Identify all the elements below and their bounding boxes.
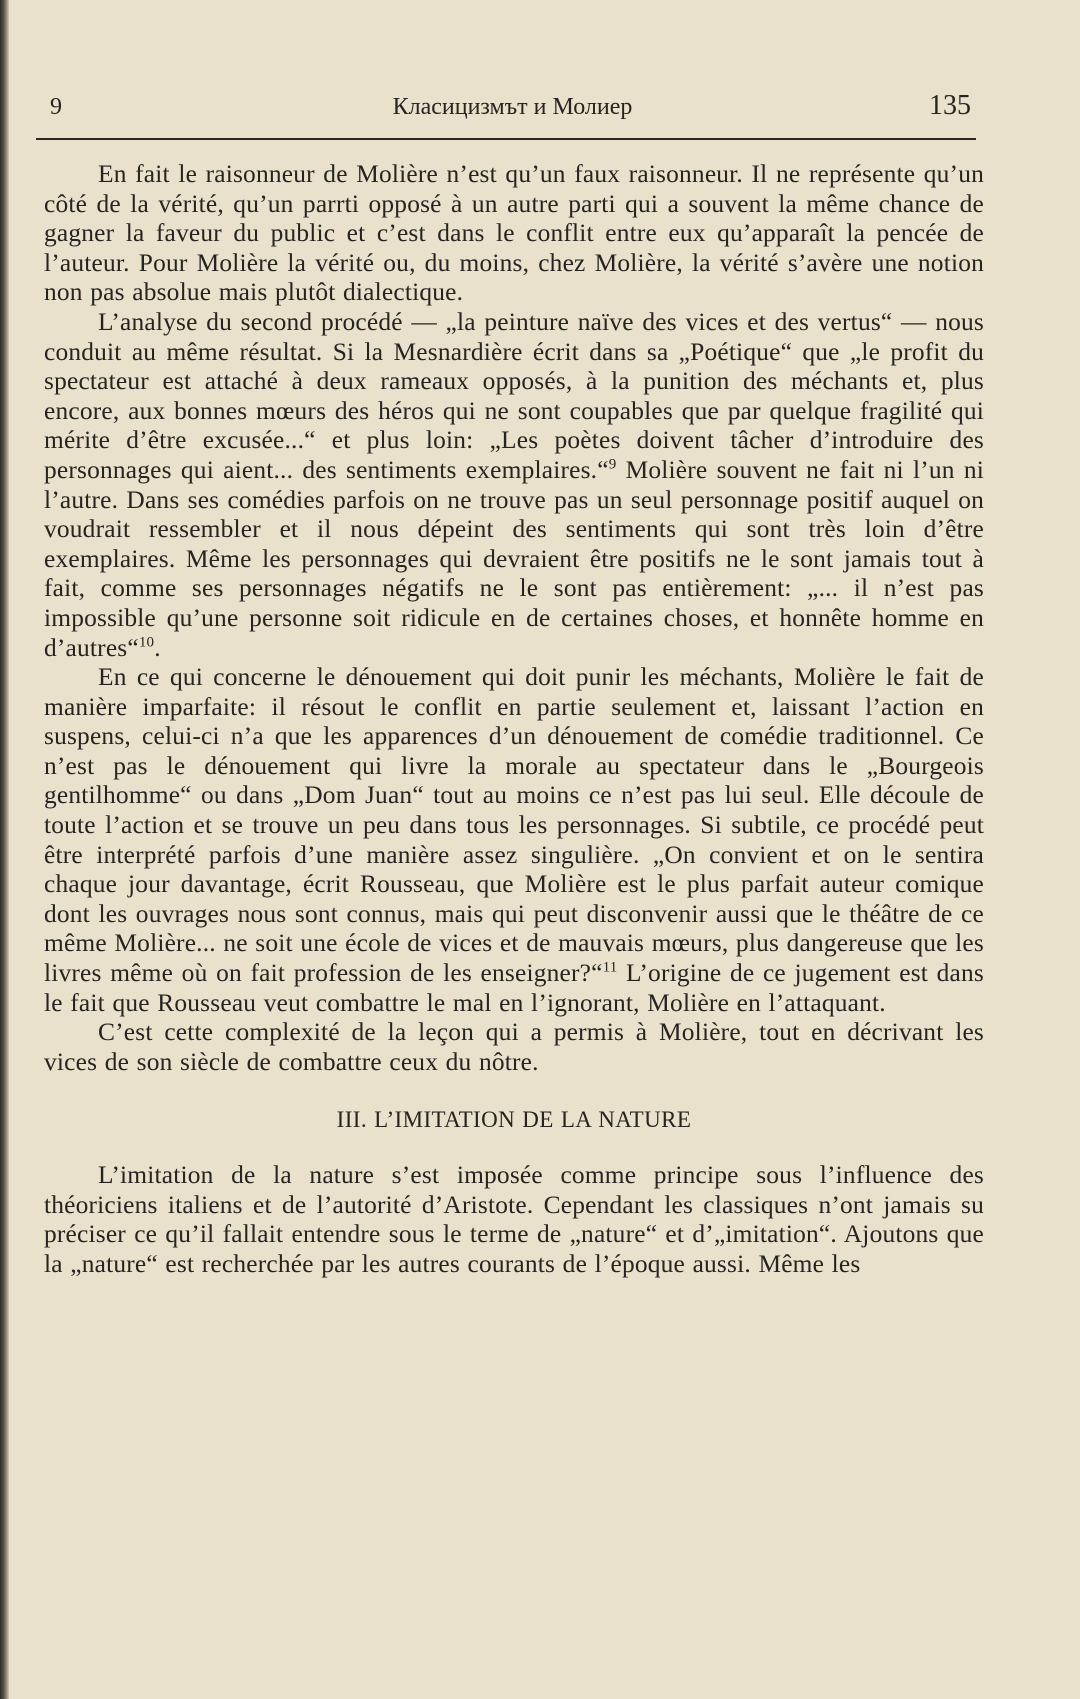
paragraph-text: .: [154, 633, 161, 662]
body-paragraph: [44, 663, 984, 1018]
paragraph-text: En fait le raisonneur de Molière n’est qu’un faux raisonneur. Il ne représente qu’un côté de la vérité, qu’un parrti opposé à un autre parti qui a souvent la même chance de gagner la faveur du public et c’est dans le conflit entre eux qu’apparaît la pencée de l’auteur. Pour Molière la vérité ou, du moins, chez Molière, la vérité s’avère une notion non pas absolue mais plutôt dialectique.: [44, 160, 984, 307]
section-heading: [44, 1105, 984, 1135]
header-rule: [36, 138, 976, 140]
paragraph-text: L’analyse du second procédé — „la peinture naïve des vices et des vertus“ — nous conduit au même résultat. Si la Mesnardière écrit dans sa „Poétique“ que „le profit du spectateur est attaché à deux rameaux opposés, à la punition des méchants et, plus encore, aux bonnes mœurs des héros qui ne sont coupables que par quelque fragilité qui mérite d’être excusée...“ et plus loin: „Les poètes doivent tâcher d’introduire des personnages qui aient... des sentiments exemplaires.“: [44, 307, 984, 484]
footnote-ref: 10: [138, 634, 155, 651]
paragraph-text: En ce qui concerne le dénouement qui doit punir les méchants, Molière le fait de manière imparfaite: il résout le conflit en partie seulement et, laissant l’action en suspens, celui-ci n’a que les apparences d’un dénouement de comédie traditionnel. Ce n’est pas le dénouement qui livre la morale au spectateur dans le „Bourgeois gentilhomme“ ou dans „Dom Juan“ tout au moins ce n’est pas lui seul. Elle découle de toute l’action et se trouve un peu dans tous les personnages. Si subtile, ce procédé peut être interprété parfois d’une manière assez singulière. „On convient et on le sentira chaque jour davantage, écrit Rousseau, que Molière est le plus parfait auteur comique dont les ouvrages nous sont connus, mais qui peut disconvenir aussi que le théâtre de ce même Molière... ne soit une école de vices et de mauvais mœurs, plus dangereuse que les livres même où on fait profession de les enseigner?“: [44, 663, 984, 988]
body-paragraph: [44, 160, 984, 308]
page-number: 135: [929, 90, 971, 121]
page-body: [44, 160, 984, 1279]
body-paragraph: [44, 1161, 984, 1279]
paragraph-text: L’origine de ce jugement est dans le fait que Rousseau veut combattre le mal en l’ignorant, Molière en l’attaquant.: [44, 959, 984, 1017]
paragraph-text: L’imitation de la nature s’est imposée comme principe sous l’influence des théoriciens italiens et de l’autorité d’Aristote. Cependant les classiques n’ont jamais su préciser ce qu’il fallait entendre sous le terme de „nature“ et d’„imitation“. Ajoutons que la „nature“ est recherchée par les autres courants de l’époque aussi. Même les: [44, 1161, 984, 1278]
paragraph-text: III. L’IMITATION DE LA NATURE: [336, 1107, 692, 1133]
binding-edge: [0, 0, 9, 1699]
body-paragraph: [44, 1018, 984, 1077]
signature-mark: 9: [50, 94, 62, 120]
page-header: [50, 90, 975, 130]
footnote-ref: 11: [602, 959, 618, 976]
paragraph-text: Molière souvent ne fait ni l’un ni l’autre. Dans ses comédies parfois on ne trouve pas un seul personnage positif auquel on voudrait ressembler et il nous dépeint des sentiments qui sont très loin d’être exemplaires. Même les personnages qui devraient être positifs ne le sont jamais tout à fait, comme ses personnages négatifs ne le sont pas entièrement: „... il n’est pas impossible qu’une personne soit ridicule en de certaines choses, et honnête homme en d’autres“: [44, 455, 985, 662]
paragraph-text: C’est cette complexité de la leçon qui a permis à Molière, tout en décrivant les vices de son siècle de combattre ceux du nôtre.: [44, 1018, 984, 1076]
body-paragraph: [44, 308, 984, 663]
footnote-ref: 9: [608, 456, 617, 473]
running-title: Класицизмът и Молиер: [392, 94, 633, 120]
